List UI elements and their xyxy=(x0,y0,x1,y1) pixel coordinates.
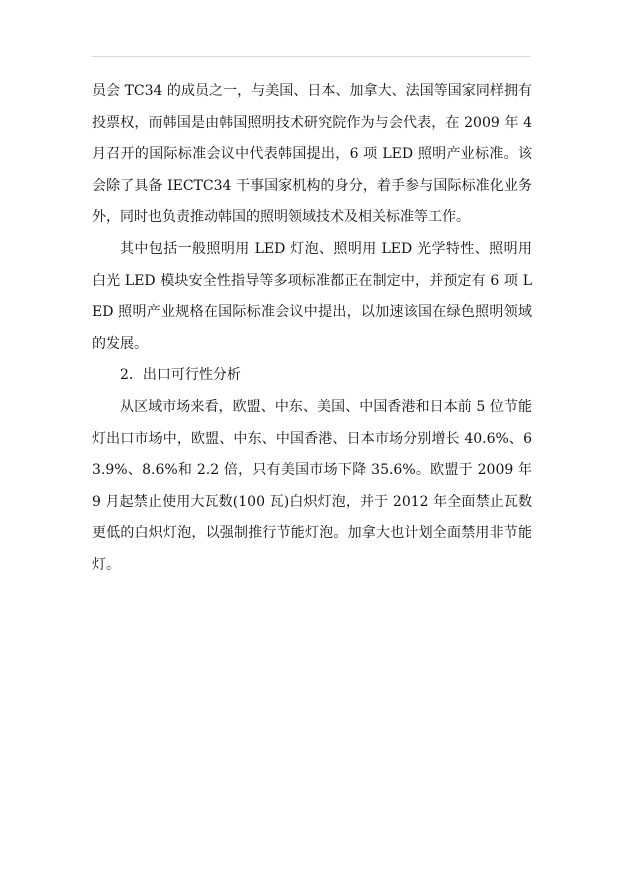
paragraph-2: 其中包括一般照明用 LED 灯泡、照明用 LED 光学特性、照明用白光 LED 模块安全性指导等多项标准都正在制定中，并预定有 6 项 LED 照明产业规格在国际标准会议中提出，以加速该国在绿色照明领域的发展。 xyxy=(92,240,532,352)
header-rule xyxy=(92,56,530,57)
paragraph-1: 员会 TC34 的成员之一，与美国、日本、加拿大、法国等国家同样拥有投票权，而韩国是由韩国照明技术研究院作为与会代表，在 2009 年 4 月召开的国际标准会议中代表韩国提出，6 项 LED 照明产业标准。该会除了具备 IECTC34 干事国家机构的身分，着手参与国际标准化业务外，同时也负责推动韩国的照明领域技术及相关标准等工作。 xyxy=(92,83,532,226)
section-heading: 2．出口可行性分析 xyxy=(120,367,241,384)
document-body xyxy=(92,76,532,582)
paragraph-3: 从区域市场来看，欧盟、中东、美国、中国香港和日本前 5 位节能灯出口市场中，欧盟、中东、中国香港、日本市场分别增长 40.6%、63.9%、8.6%和 2.2 倍，只有美国市场下降 35.6%。欧盟于 2009 年 9 月起禁止使用大瓦数(100 瓦)白炽灯泡，并于 2012 年全面禁止瓦数更低的白炽灯泡，以强制推行节能灯泡。加拿大也计划全面禁用非节能灯。 xyxy=(92,398,532,573)
